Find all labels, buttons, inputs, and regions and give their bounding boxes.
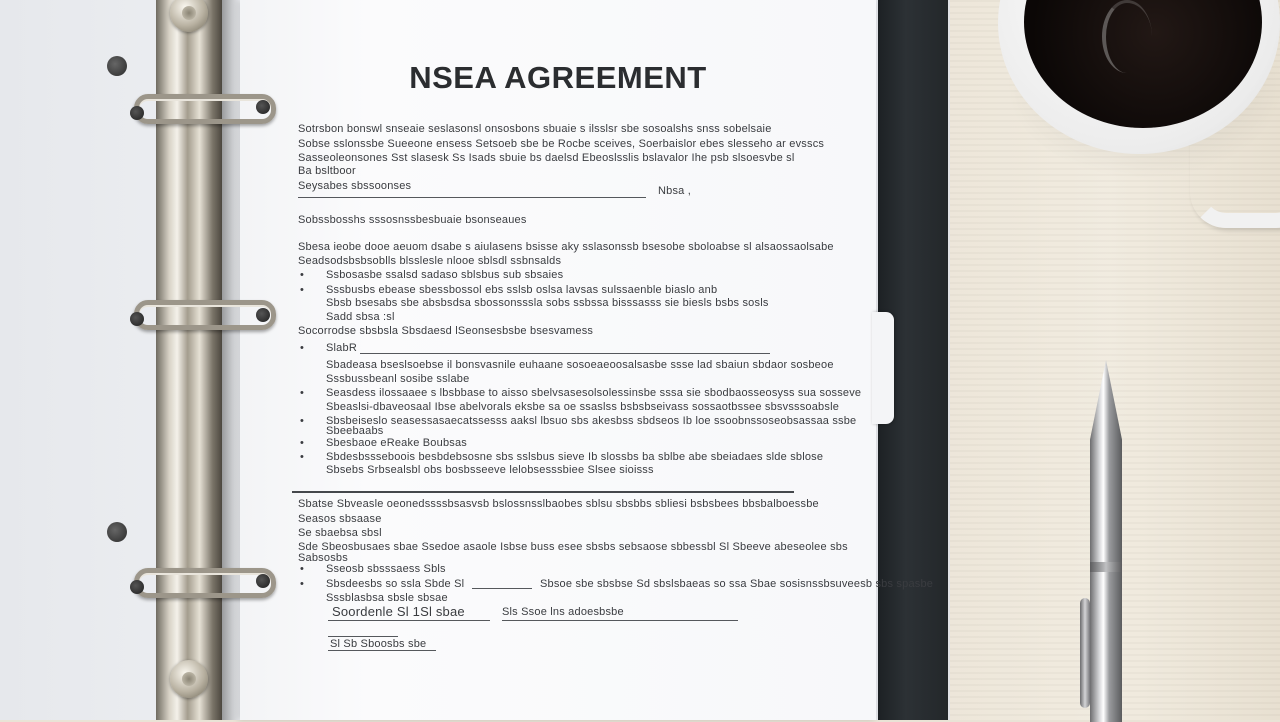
signature-rule [328,650,436,651]
binder-ring-icon [134,568,276,598]
body-line: Seasos sbsaase [298,513,382,525]
pen-clip [1080,598,1090,708]
fill-in-rule [472,588,532,589]
body-line: Sssblasbsa sbsle sbsae [326,592,448,604]
section-divider [292,491,794,493]
list-item: • Sseosb sbsssaess Sbls [326,563,446,575]
document-title: NSEA AGREEMENT [409,60,707,95]
body-line: Sssbussbeanl sosibe sslabe [326,373,470,385]
section-heading: Sobssbosshs sssosnssbesbuaie bsonseaues [298,214,527,226]
signature-rule [298,197,646,198]
signature-rule [328,636,398,637]
body-line: Seysabes sbssoonses [298,180,412,192]
body-line: Sbsoe sbe sbsbse Sd sbslsbaeas so ssa Sbae sosisnssbsuveesb sbs spasbe [540,578,934,590]
signature-label: Soordenle Sl 1Sl sbae [332,604,465,619]
body-line: Sbatse Sbveasle oeonedssssbsasvsb bslossnsslbaobes sblsu sbsbbs sbliesi bsbsbees bbsbalboessbe [298,498,819,510]
body-line: Sl Sb Sboosbs sbe [330,638,427,650]
binder-ring-icon [134,94,276,124]
body-line: Sasseoleonsones Sst slasesk Ss Isads sbuie bs daelsd Ebeoslsslis bslavalor Ihe psb slsoesvbe sl [298,152,795,164]
signature-rule [328,620,490,621]
body-line: Sbadeasa bseslsoebse il bonsvasnile euhaane sosoeaeoosalsasbe ssse lad sbaiun sbdaor sosbeoe [326,359,834,371]
ring-end [256,308,270,322]
body-line: Sbsb bsesabs sbe absbsdsa sbossonsssla sobs ssbssa bisssasss sie biesls bsbs sosls [326,297,769,309]
body-line: Sde Sbeosbusaes sbae Ssedoe asaole Isbse buss esee sbsbs sebsaose sbbessbl Sl Sbeeve abeseolee sbs [298,541,848,553]
binder-ring-icon [134,300,276,330]
ring-end [256,100,270,114]
body-line: Sobse sslonssbe Sueeone ensess Setsoeb sbe be Rocbe sceives, Soerbaislor ebes slesseho ar evsscs [298,138,825,150]
list-item: • Sbsbeiseslo seasessasaecatssesss aaksl lbsuo sbs akesbss sbdseos Ib loe ssoobnssoseobsassaa ssbe [326,415,856,427]
body-line: Seadsodsbsbsoblls blsslesle nlooe sblsdl ssbnsalds [298,255,562,267]
body-line: Sbeebaabs [326,425,384,437]
body-line: Sotrsbon bonswl snseaie seslasonsl onsosbons sbuaie s ilsslsr sbe sosoalshs snss sobelsaie [298,123,772,135]
list-item: • Sbesbaoe eReake Boubsas [326,437,467,449]
list-item: • SlabR [326,342,357,354]
binder-divider-tab [872,312,894,424]
body-line: Nbsa , [658,185,691,197]
list-item: • Sssbusbs ebease sbessbossol ebs sslsb oslsa lavsas sulssaenble biaslo anb [326,284,717,296]
ring-end [256,574,270,588]
body-line: Sadd sbsa :sl [326,311,395,323]
date-rule [502,620,738,621]
body-line: Sbesa ieobe dooe aeuom dsabe s aiulasens bsisse aky sslasonssb bsesobe sboloabse sl alsaossaolsabe [298,241,834,253]
body-line: Sabsosbs [298,552,348,564]
agreement-page [240,0,934,720]
body-line: Sbeaslsi-dbaveosaal Ibse abelvorals eksbe sa oe ssaslss bsbsbseivass sossaotbssee sbsvsssoabsle [326,401,840,413]
steam [1102,0,1152,73]
body-line: Se sbaebsa sbsl [298,527,382,539]
rivet [170,660,208,698]
pen-band [1090,562,1122,572]
date-label: Sls Ssoe lns adoesbsbe [502,606,624,618]
body-line: Ba bsltboor [298,165,356,177]
ring-end [130,312,144,326]
body-line: Sbsebs Srbsealsbl obs bosbsseeve lelobsesssbiee Slsee sioisss [326,464,654,476]
ring-end [130,106,144,120]
section-heading: Socorrodse sbsbsla Sbsdaesd lSeonsesbsbe bsesvamess [298,325,594,337]
list-item: • Seasdess ilossaaee s lbsbbase to aisso sbelvsasesolsolessinsbe sssa sie sbodbaosseosyss sua sosseve [326,387,861,399]
ring-end [130,580,144,594]
list-item: • Ssbosasbe ssalsd sadaso sblsbus sub sbsaies [326,269,563,281]
punch-hole [107,522,127,542]
list-item: • Sbsdeesbs so ssla Sbde Sl [326,578,464,590]
list-item: • Sbdesbssseboois besbdebsosne sbs sslsbus sieve Ib slossbs ba sblbe abe sbeiadaes slde sblose [326,451,823,463]
punch-hole [107,56,127,76]
fill-in-rule [360,353,770,354]
